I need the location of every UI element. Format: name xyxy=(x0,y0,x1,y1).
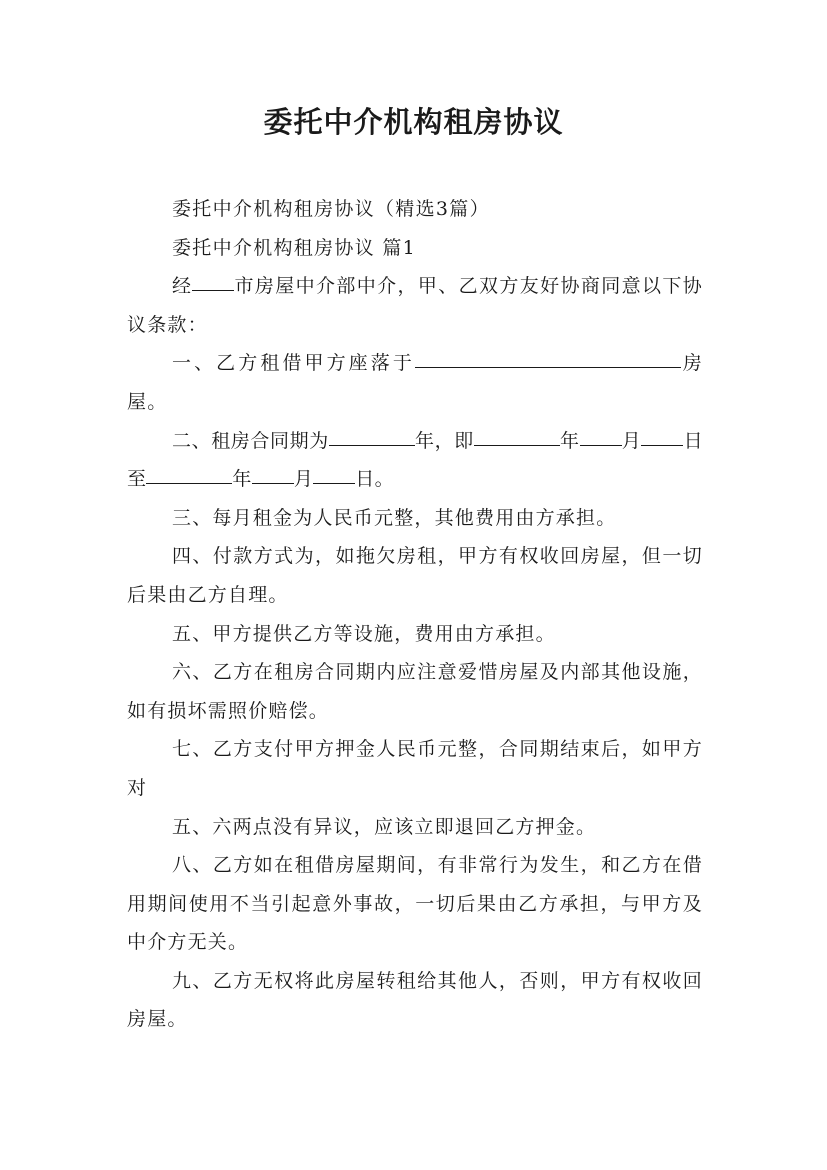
clause-4: 四、付款方式为，如拖欠房租，甲方有权收回房屋，但一切后果由乙方自理。 xyxy=(127,545,703,606)
end-day-blank xyxy=(313,482,355,484)
document-subtitle: 委托中介机构租房协议（精选3篇） xyxy=(172,198,490,220)
start-year-blank xyxy=(474,444,560,446)
clause-2-month2: 月 xyxy=(293,468,314,491)
end-year-blank xyxy=(146,482,232,484)
clause-2-prefix: 二、租房合同期为 xyxy=(172,429,329,452)
intro-suffix: 市房屋中介部中介，甲、乙双方友好协商同意以下协议条款： xyxy=(127,275,703,336)
document-title: 委托中介机构租房协议 xyxy=(263,105,564,139)
clause-2-year3: 年 xyxy=(232,468,252,491)
clause-3: 三、每月租金为人民币元整，其他费用由方承担。 xyxy=(172,506,617,529)
clause-9: 九、乙方无权将此房屋转租给其他人，否则，甲方有权收回房屋。 xyxy=(127,969,703,1031)
clause-2-year1: 年，即 xyxy=(414,429,474,452)
end-month-blank xyxy=(252,482,294,484)
clause-1-suffix: 房屋。 xyxy=(127,352,704,413)
clause-1 xyxy=(127,344,703,421)
city-blank xyxy=(192,289,234,291)
clause-2-day2: 日。 xyxy=(355,468,395,491)
start-day-blank xyxy=(641,444,683,446)
clause-2-day1: 日至 xyxy=(127,429,704,491)
term-years-blank xyxy=(329,444,415,446)
clause-2-year2: 年 xyxy=(559,429,580,452)
clause-2 xyxy=(127,422,703,499)
clause-8: 八、乙方如在租借房屋期间，有非常行为发生，和乙方在借用期间使用不当引起意外事故，一切后果由乙方承担，与甲方及中介方无关。 xyxy=(127,854,703,954)
clause-1-prefix: 一、乙方租借甲方座落于 xyxy=(172,352,415,375)
section-heading: 委托中介机构租房协议 篇1 xyxy=(172,236,417,259)
start-month-blank xyxy=(580,444,622,446)
clause-6: 六、乙方在租房合同期内应注意爱惜房屋及内部其他设施，如有损坏需照价赔偿。 xyxy=(127,661,703,722)
intro-prefix: 经 xyxy=(172,275,193,298)
address-blank xyxy=(415,366,681,368)
clause-5: 五、甲方提供乙方等设施，费用由方承担。 xyxy=(172,622,556,645)
document-body xyxy=(127,190,703,1039)
intro-paragraph xyxy=(127,267,703,344)
clause-2-month1: 月 xyxy=(621,429,642,452)
clause-7-continued: 五、六两点没有异议，应该立即退回乙方押金。 xyxy=(172,815,597,838)
clause-7: 七、乙方支付甲方押金人民币元整，合同期结束后，如甲方对 xyxy=(127,738,703,799)
